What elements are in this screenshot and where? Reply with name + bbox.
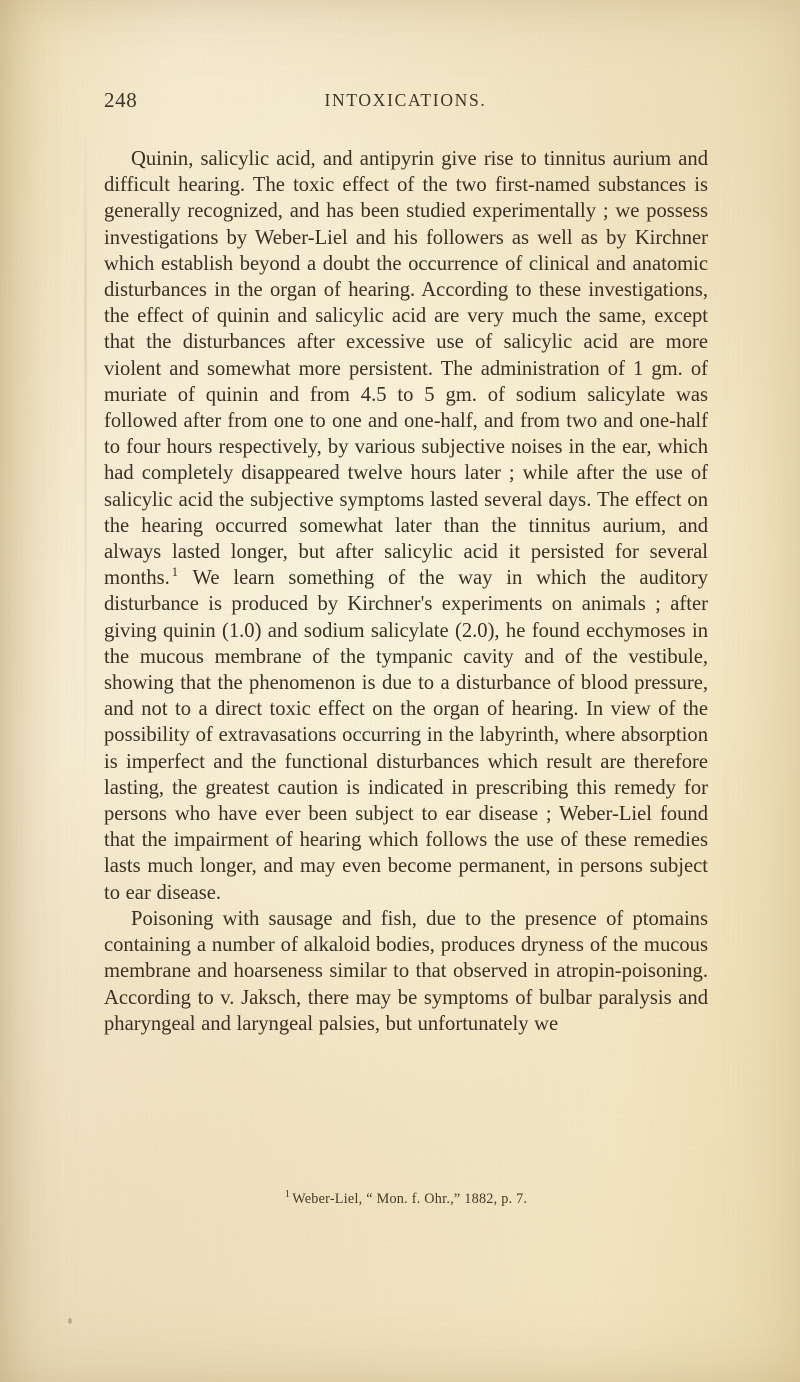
text-column [104, 146, 708, 1037]
running-head [104, 88, 707, 114]
paragraph-quinin-text-after-footnote: We learn something of the way in which the auditory disturbance is produced by Kirchner's experiments on animals ; after giving quinin (1.0) and sodium salicylate (2.0), he found ecchymoses in the mucous membrane of the tympanic cavity and of the vestibule, showing that the phenomenon is due to a disturbance of blood pressure, and not to a direct toxic effect on the organ of hearing. In view of the possibility of extravasations occurring in the labyrinth, where absorption is imperfect and the functional disturbances which result are therefore lasting, the greatest caution is indicated in prescribing this remedy for persons who have ever been subject to ear disease ; Weber-Liel found that the impairment of hearing which follows the use of these remedies lasts much longer, and may even become permanent, in persons subject to ear disease. [104, 567, 708, 904]
footnote [104, 1190, 708, 1208]
paper-speck-artifact [68, 1318, 72, 1324]
page-number: 248 [104, 88, 138, 112]
paragraph-poisoning-text: Poisoning with sausage and fish, due to the presence of ptomains containing a number of alkaloid bodies, produces dryness of the mucous membrane and hoarseness similar to that observed in atropin-poisoning. According to v. Jaksch, there may be symptoms of bulbar paralysis and pharyngeal and laryngeal palsies, but unfortunately we [104, 907, 708, 1035]
paragraph-poisoning [104, 906, 708, 1037]
scan-streak-artifact [84, 120, 87, 820]
footnote-reference-marker[interactable]: 1 [171, 565, 179, 580]
paragraph-quinin-text-before-footnote: Quinin, salicylic acid, and antipyrin give rise to tinnitus aurium and difficult hearing. The toxic effect of the two first-named substances is generally recognized, and has been studied experimentally ; we possess investigations by Weber-Liel and his followers as well as by Kirchner which establish beyond a doubt the occurrence of clinical and anatomic disturbances in the organ of hearing. According to these investigations, the effect of quinin and salicylic acid are very much the same, except that the disturbances after excessive use of salicylic acid are more violent and somewhat more persistent. The administration of 1 gm. of muriate of quinin and from 4.5 to 5 gm. of sodium salicylate was followed after from one to one and one-half, and from two and one-half to four hours respectively, by various subjective noises in the ear, which had completely disappeared twelve hours later ; while after the use of salicylic acid the subjective symptoms lasted several days. The effect on the hearing occurred somewhat later than the tinnitus aurium, and always lasted longer, but after salicylic acid it persisted for several months. [104, 148, 708, 590]
footnote-number: 1 [284, 1189, 291, 1201]
footnote-text: Weber-Liel, “ Mon. f. Ohr.,” 1882, p. 7. [292, 1191, 528, 1207]
paragraph-quinin [104, 146, 708, 906]
running-head-title: INTOXICATIONS. [324, 90, 487, 110]
